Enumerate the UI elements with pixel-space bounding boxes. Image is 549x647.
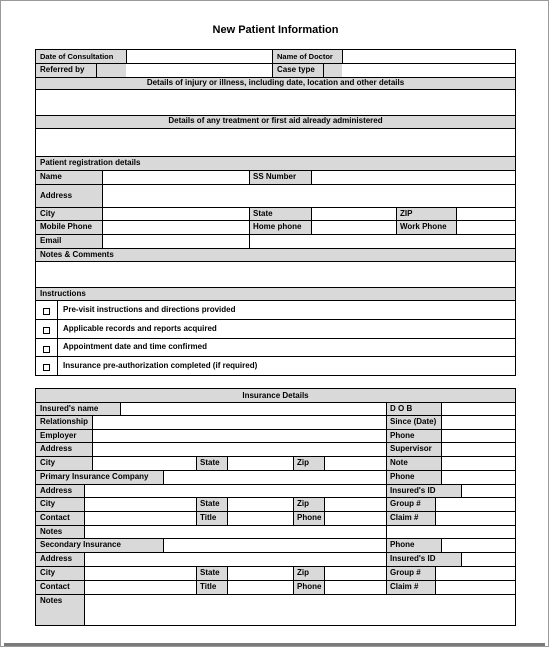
state-label: State <box>253 209 273 218</box>
treatment-details-field[interactable] <box>36 129 515 158</box>
insured-name-field[interactable] <box>121 403 385 415</box>
primary-insured-id-label: Insured's ID <box>390 486 436 495</box>
referred-by-label: Referred by <box>40 65 85 74</box>
secondary-contact-label: Contact <box>40 582 70 591</box>
mobile-phone-field[interactable] <box>103 221 248 234</box>
instruction-item-preauthorization: Insurance pre-authorization completed (if required) <box>63 361 258 370</box>
primary-group-field[interactable] <box>436 498 515 511</box>
name-of-doctor-label: Name of Doctor <box>277 52 333 61</box>
zip-field[interactable] <box>457 208 515 220</box>
checkbox-preauthorization[interactable] <box>43 364 50 371</box>
secondary-group-field[interactable] <box>436 567 515 580</box>
primary-contact-field[interactable] <box>85 512 195 525</box>
secondary-state-field[interactable] <box>228 567 292 580</box>
primary-zip-label: Zip <box>297 499 309 508</box>
primary-city-field[interactable] <box>85 498 195 511</box>
instruction-item-records: Applicable records and reports acquired <box>63 324 217 333</box>
primary-company-phone-field[interactable] <box>442 471 515 484</box>
ss-number-label: SS Number <box>253 172 297 181</box>
note-field[interactable] <box>442 457 515 470</box>
primary-address-label: Address <box>40 486 73 495</box>
primary-claim-field[interactable] <box>436 512 515 525</box>
insurance-header: Insurance Details <box>242 391 309 400</box>
primary-title-field[interactable] <box>228 512 292 525</box>
primary-address-field[interactable] <box>85 485 385 497</box>
primary-phone-label: Phone <box>297 513 322 522</box>
secondary-company-phone-field[interactable] <box>442 539 515 552</box>
secondary-insured-id-label: Insured's ID <box>390 554 436 563</box>
home-phone-field[interactable] <box>312 221 395 234</box>
primary-insurance-field[interactable] <box>164 471 385 484</box>
address-label: Address <box>40 191 73 200</box>
primary-insurance-label: Primary Insurance Company <box>40 472 149 481</box>
ss-number-field[interactable] <box>312 171 515 184</box>
name-field[interactable] <box>103 171 248 184</box>
work-phone-field[interactable] <box>457 221 515 234</box>
checkbox-records[interactable] <box>43 327 50 334</box>
primary-group-label: Group # <box>390 499 421 508</box>
referred-by-field[interactable] <box>97 64 271 77</box>
notes-comments-label: Notes & Comments <box>40 250 114 259</box>
case-type-label: Case type <box>277 65 315 74</box>
employer-phone-field[interactable] <box>442 430 515 442</box>
employer-label: Employer <box>40 431 77 440</box>
city-label: City <box>40 209 56 218</box>
secondary-zip-field[interactable] <box>325 567 385 580</box>
insurance-city-field[interactable] <box>93 457 195 470</box>
email-field-extra[interactable] <box>250 235 515 248</box>
mobile-phone-label: Mobile Phone <box>40 222 92 231</box>
primary-company-phone-label: Phone <box>390 472 415 481</box>
employer-phone-label: Phone <box>390 431 415 440</box>
injury-details-header: Details of injury or illness, including date, location and other details <box>146 78 405 87</box>
primary-contact-label: Contact <box>40 513 70 522</box>
name-label: Name <box>40 172 62 181</box>
since-date-label: Since (Date) <box>390 417 437 426</box>
insurance-state-field[interactable] <box>228 457 292 470</box>
instructions-header: Instructions <box>40 289 86 298</box>
secondary-address-field[interactable] <box>85 553 385 566</box>
secondary-phone-label: Phone <box>297 582 322 591</box>
secondary-city-field[interactable] <box>85 567 195 580</box>
secondary-insurance-field[interactable] <box>164 539 385 552</box>
secondary-title-field[interactable] <box>228 581 292 594</box>
insurance-state-label: State <box>200 458 220 467</box>
secondary-address-label: Address <box>40 554 73 563</box>
secondary-claim-label: Claim # <box>390 582 419 591</box>
page-shadow <box>4 643 545 646</box>
since-date-field[interactable] <box>442 416 515 429</box>
home-phone-label: Home phone <box>253 222 302 231</box>
primary-state-field[interactable] <box>228 498 292 511</box>
primary-state-label: State <box>200 499 220 508</box>
insurance-address-label: Address <box>40 444 73 453</box>
secondary-insured-id-field[interactable] <box>462 553 515 566</box>
primary-insured-id-field[interactable] <box>462 485 515 497</box>
insurance-address-field[interactable] <box>93 443 385 456</box>
date-of-consultation-field[interactable] <box>127 50 271 63</box>
secondary-group-label: Group # <box>390 568 421 577</box>
relationship-label: Relationship <box>40 417 89 426</box>
email-field[interactable] <box>103 235 248 248</box>
zip-label: ZIP <box>400 209 413 218</box>
injury-details-field[interactable] <box>36 90 515 115</box>
address-field[interactable] <box>103 185 515 207</box>
secondary-claim-field[interactable] <box>436 581 515 594</box>
secondary-zip-label: Zip <box>297 568 309 577</box>
secondary-insurance-label: Secondary Insurance <box>40 540 121 549</box>
email-label: Email <box>40 236 62 245</box>
checkbox-appointment[interactable] <box>43 346 50 353</box>
note-label: Note <box>390 458 408 467</box>
insurance-zip-label: Zip <box>297 458 309 467</box>
insurance-city-label: City <box>40 458 56 467</box>
dob-label: D O B <box>390 404 413 413</box>
primary-title-label: Title <box>200 513 217 522</box>
supervisor-field[interactable] <box>442 443 515 456</box>
city-field[interactable] <box>103 208 248 220</box>
secondary-contact-field[interactable] <box>85 581 195 594</box>
employer-field[interactable] <box>93 430 385 442</box>
primary-notes-field[interactable] <box>85 526 515 538</box>
secondary-city-label: City <box>40 568 56 577</box>
date-of-consultation-label: Date of Consultation <box>40 52 114 61</box>
work-phone-label: Work Phone <box>400 222 447 231</box>
primary-claim-label: Claim # <box>390 513 419 522</box>
registration-header: Patient registration details <box>40 158 141 167</box>
secondary-company-phone-label: Phone <box>390 540 415 549</box>
primary-zip-field[interactable] <box>325 498 385 511</box>
notes-comments-field[interactable] <box>36 262 515 287</box>
secondary-phone-field[interactable] <box>325 581 385 594</box>
checkbox-previsit[interactable] <box>43 308 50 315</box>
dob-field[interactable] <box>442 403 515 415</box>
instruction-item-previsit: Pre-visit instructions and directions provided <box>63 305 236 314</box>
insured-name-label: Insured's name <box>40 404 99 413</box>
secondary-notes-field[interactable] <box>85 595 515 625</box>
name-of-doctor-field[interactable] <box>343 50 515 63</box>
secondary-state-label: State <box>200 568 220 577</box>
insurance-zip-field[interactable] <box>325 457 385 470</box>
relationship-field[interactable] <box>93 416 385 429</box>
primary-city-label: City <box>40 499 56 508</box>
state-field[interactable] <box>312 208 395 220</box>
treatment-details-header: Details of any treatment or first aid already administered <box>168 116 383 125</box>
form-title: New Patient Information <box>212 24 339 36</box>
primary-phone-field[interactable] <box>325 512 385 525</box>
primary-notes-label: Notes <box>40 527 63 536</box>
case-type-field[interactable] <box>324 64 515 77</box>
instruction-item-appointment: Appointment date and time confirmed <box>63 342 208 351</box>
secondary-title-label: Title <box>200 582 217 591</box>
secondary-notes-label: Notes <box>40 596 63 605</box>
supervisor-label: Supervisor <box>390 444 432 453</box>
